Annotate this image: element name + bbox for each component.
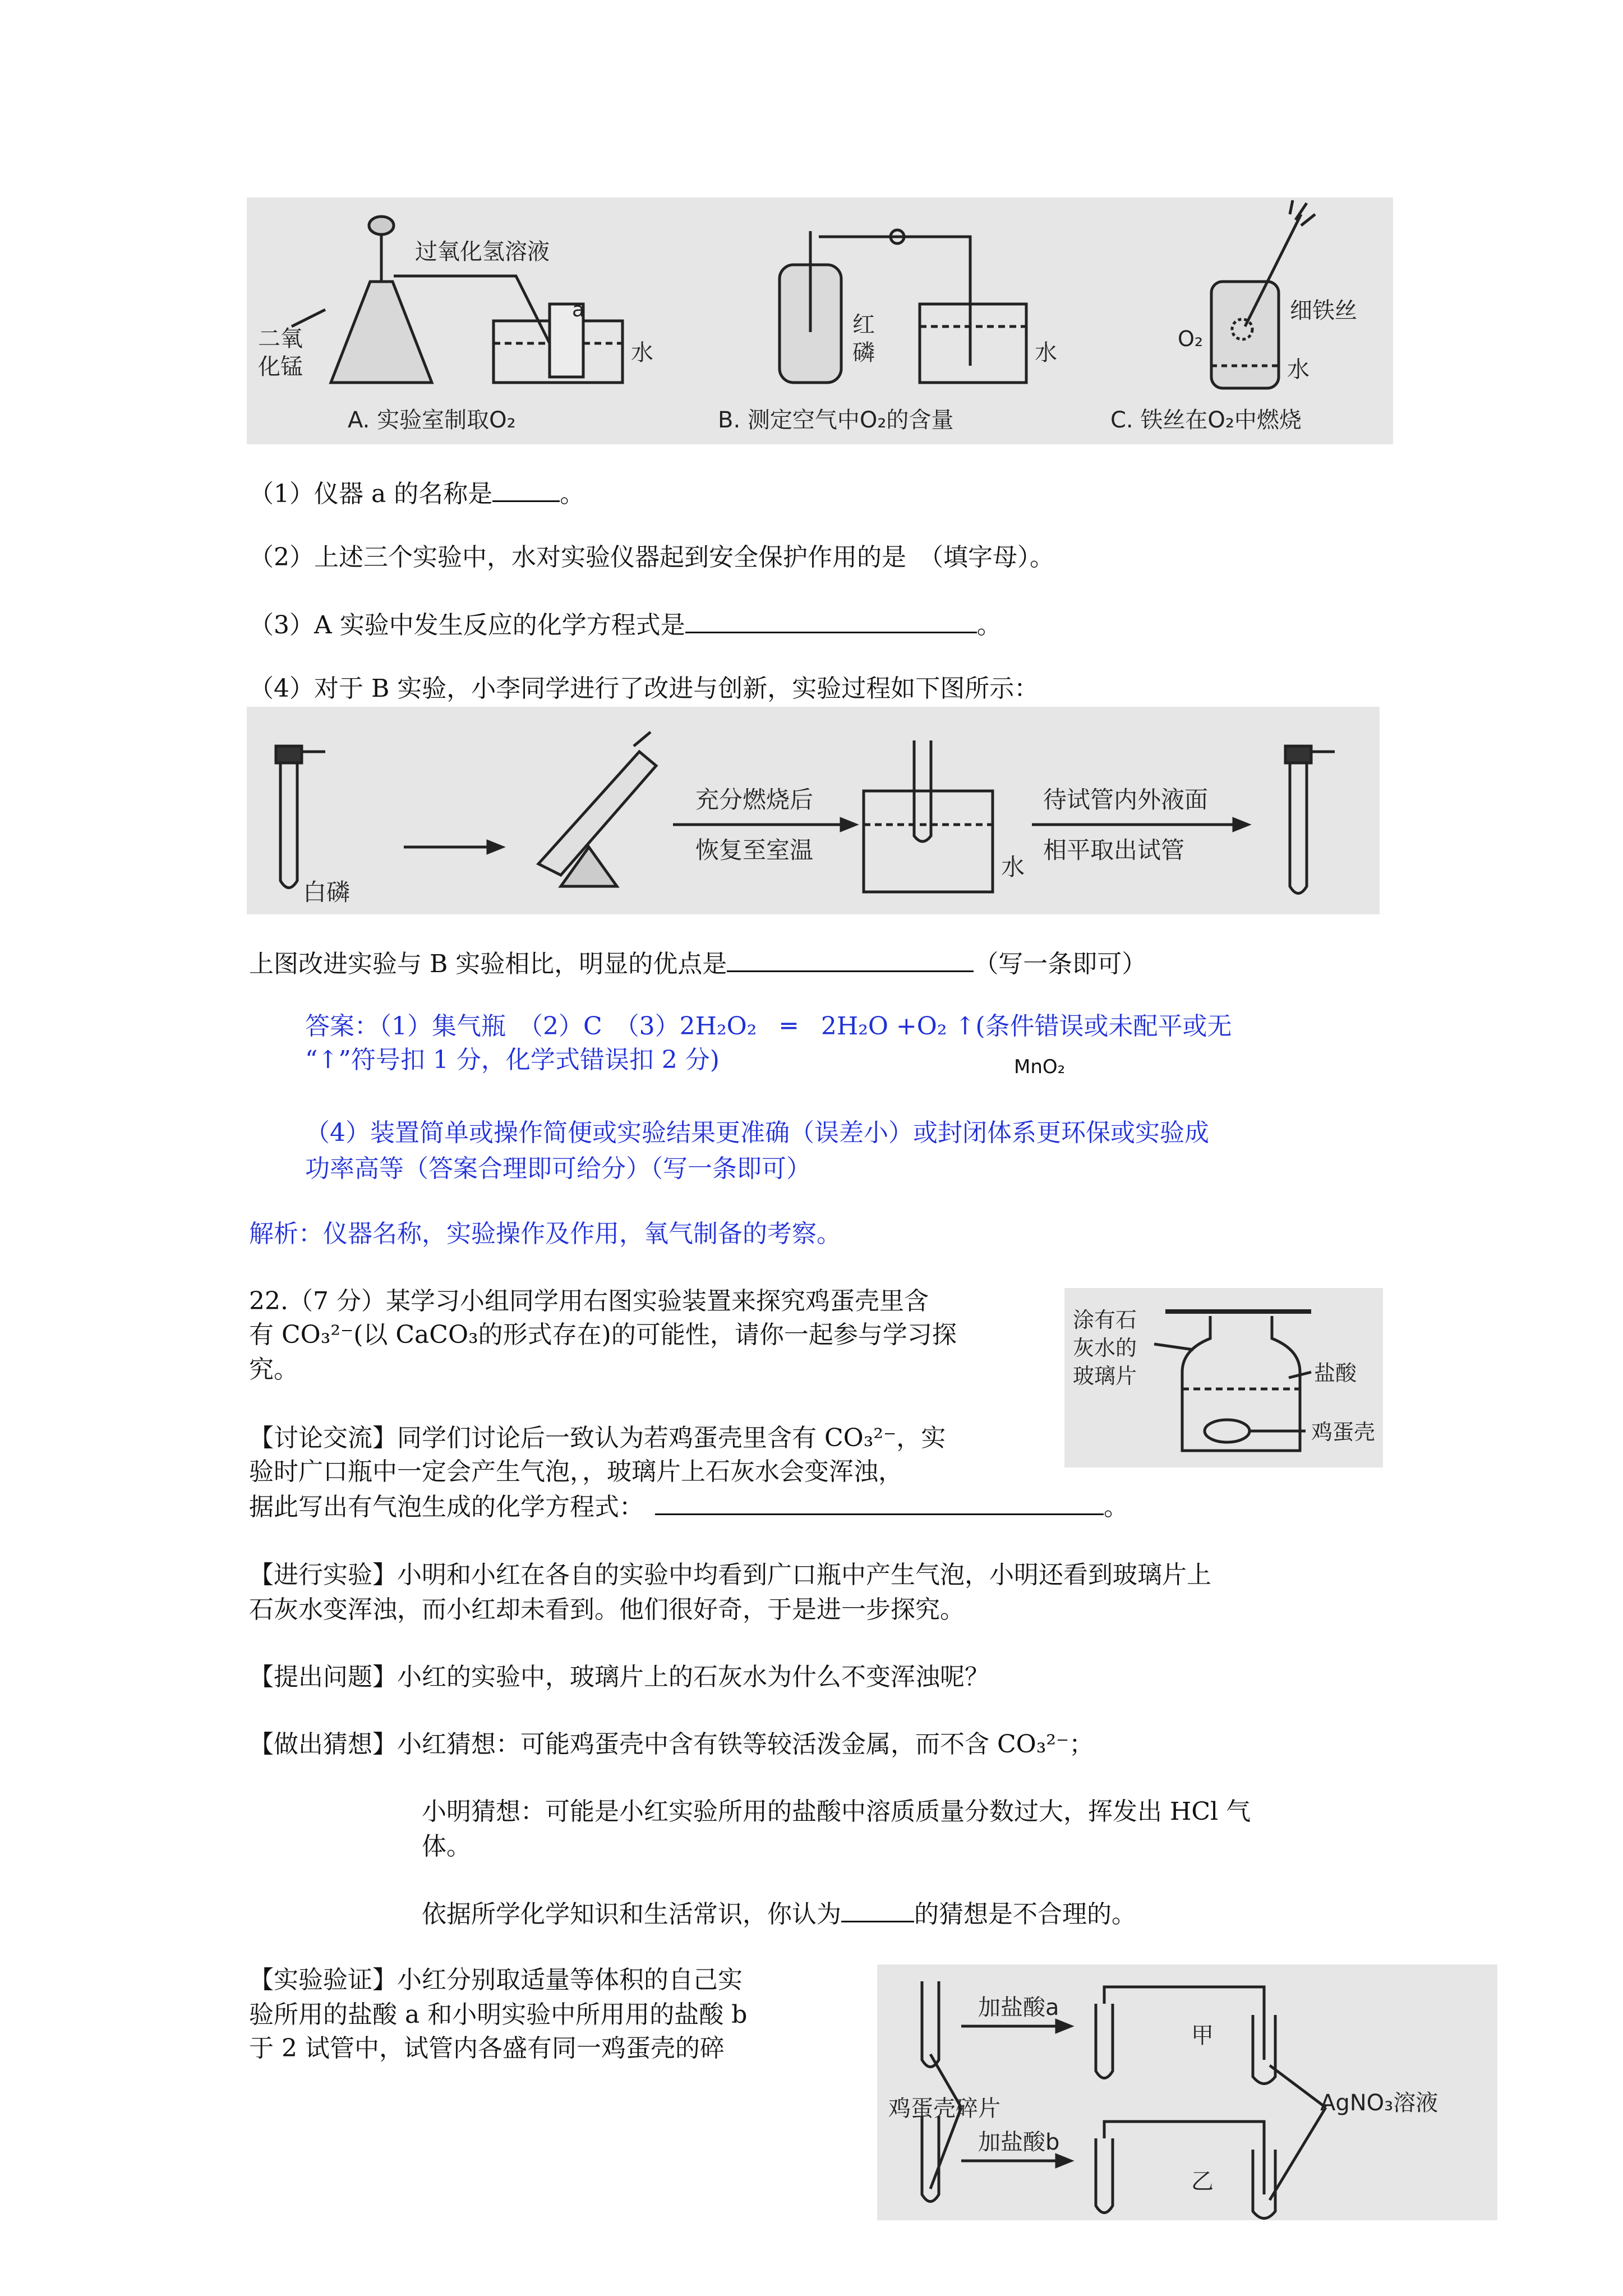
- discussion-line-2: 验时广口瓶中一定会产生气泡，，玻璃片上石灰水会变浑浊，: [249, 1457, 903, 1486]
- label-mno2-2: 化锰: [258, 354, 303, 380]
- caption-a: A. 实验室制取O₂: [348, 407, 516, 433]
- figure-eggshell-bottle: [1064, 1288, 1383, 1467]
- experiment-line-1: 【进行实验】小明和小红在各自的实验中均看到广口瓶中产生气泡，小明还看到玻璃片上: [249, 1561, 1211, 1589]
- guess-line-4: 依据所学化学知识和生活常识，你认为 的猜想是不合理的。: [422, 1896, 1136, 1931]
- answer-blank-3[interactable]: [685, 607, 977, 633]
- q22-line-2: 有 CO₃²⁻(以 CaCO₃的形式存在)的可能性，请你一起参与学习探: [249, 1320, 957, 1349]
- caption-b: B. 测定空气中O₂的含量: [718, 407, 954, 433]
- answer-blank-4[interactable]: [727, 946, 974, 972]
- label-hcl: 盐酸: [1314, 1361, 1357, 1386]
- label-white-p: 白磷: [303, 878, 351, 906]
- step1-bottom: 恢复至室温: [695, 836, 814, 864]
- figure-agno3-verification: [877, 1964, 1497, 2220]
- discussion-line-1: 【讨论交流】同学们讨论后一致认为若鸡蛋壳里含有 CO₃²⁻，实: [249, 1424, 946, 1452]
- experiment-line-2: 石灰水变浑浊，而小红却未看到。他们很好奇，于是进一步探究。: [249, 1595, 965, 1624]
- label-water-b: 水: [1035, 340, 1057, 366]
- question-4: （4）对于 B 实验，小李同学进行了改进与创新，实验过程如下图所示：: [249, 674, 1039, 703]
- figure-improved-experiment: [247, 707, 1380, 914]
- step1-top: 充分燃烧后: [695, 786, 814, 813]
- label-water-a: 水: [631, 340, 653, 366]
- step2-bottom: 相平取出试管: [1043, 836, 1185, 864]
- label-h2o2: 过氧化氢溶液: [415, 239, 550, 265]
- label-shell-fragments: 鸡蛋壳碎片: [888, 2096, 1000, 2122]
- question-2: （2）上述三个实验中，水对实验仪器起到安全保护作用的是 （填字母）。: [249, 543, 1054, 572]
- answer-line-3: （4）装置简单或操作简便或实验结果更准确（误差小）或封闭体系更环保或实验成: [305, 1119, 1209, 1147]
- figure-experiments-abc: [247, 197, 1393, 444]
- label-mno2-1: 二氧: [258, 326, 303, 352]
- label-yi: 乙: [1191, 2169, 1214, 2194]
- label-water-2: 水: [1001, 853, 1025, 881]
- label-glass-1: 涂有石: [1073, 1308, 1137, 1332]
- label-glass-2: 灰水的: [1073, 1336, 1137, 1360]
- verify-line-2: 验所用的盐酸 a 和小明实验中所用用的盐酸 b: [249, 2000, 748, 2029]
- label-jia: 甲: [1191, 2023, 1214, 2049]
- discussion-line-3: 据此写出有气泡生成的化学方程式： 。: [249, 1489, 1128, 1524]
- guess-line-3: 体。: [422, 1832, 471, 1861]
- verify-line-3: 于 2 试管中，试管内各盛有同一鸡蛋壳的碎: [249, 2034, 725, 2063]
- step2-top: 待试管内外液面: [1043, 786, 1209, 813]
- answer-line-2: “↑”符号扣 1 分，化学式错误扣 2 分): [305, 1046, 720, 1074]
- question-4-advantage: 上图改进实验与 B 实验相比，明显的优点是 （写一条即可）: [249, 946, 1146, 981]
- label-a: a: [572, 298, 585, 321]
- answer-blank-1[interactable]: [492, 476, 560, 502]
- label-egg: 鸡蛋壳: [1311, 1420, 1376, 1444]
- label-o2: O₂: [1178, 326, 1204, 351]
- answer-line-4: 功率高等（答案合理即可给分）（写一条即可）: [305, 1154, 811, 1183]
- question-3: （3）A 实验中发生反应的化学方程式是 。: [249, 607, 1002, 642]
- question-ask: 【提出问题】小红的实验中，玻璃片上的石灰水为什么不变浑浊呢？: [249, 1663, 989, 1691]
- guess-line-1: 【做出猜想】小红猜想：可能鸡蛋壳中含有铁等较活泼金属，而不含 CO₃²⁻；: [249, 1730, 1094, 1759]
- label-iron-wire: 细铁丝: [1290, 298, 1357, 324]
- analysis: 解析：仪器名称，实验操作及作用，氧气制备的考察。: [249, 1220, 841, 1248]
- label-glass-3: 玻璃片: [1073, 1364, 1137, 1388]
- answer-blank-guess[interactable]: [841, 1896, 914, 1922]
- label-red-p-1: 红: [852, 312, 875, 338]
- answer-blank-equation[interactable]: [655, 1489, 1104, 1515]
- answer-catalyst: MnO₂: [1014, 1056, 1066, 1078]
- add-hcl-a: 加盐酸a: [978, 1995, 1059, 2021]
- guess-line-2: 小明猜想：可能是小红实验所用的盐酸中溶质质量分数过大，挥发出 HCl 气: [422, 1797, 1251, 1826]
- q22-line-1: 22.（7 分）某学习小组同学用右图实验装置来探究鸡蛋壳里含: [249, 1287, 929, 1315]
- answer-line-1: 答案：（1）集气瓶 （2）C （3）2H₂O₂ ═ 2H₂O +O₂ ↑(条件错误或未配平或无: [305, 1012, 1232, 1041]
- label-water-c: 水: [1287, 357, 1310, 383]
- verify-line-1: 【实验验证】小红分别取适量等体积的自己实: [249, 1966, 743, 1994]
- label-red-p-2: 磷: [852, 340, 875, 366]
- caption-c: C. 铁丝在O₂中燃烧: [1110, 407, 1302, 433]
- q22-line-3: 究。: [249, 1355, 298, 1384]
- add-hcl-b: 加盐酸b: [978, 2129, 1060, 2155]
- label-agno3: AgNO₃溶液: [1320, 2090, 1438, 2116]
- question-1: （1）仪器 a 的名称是 。: [249, 476, 584, 511]
